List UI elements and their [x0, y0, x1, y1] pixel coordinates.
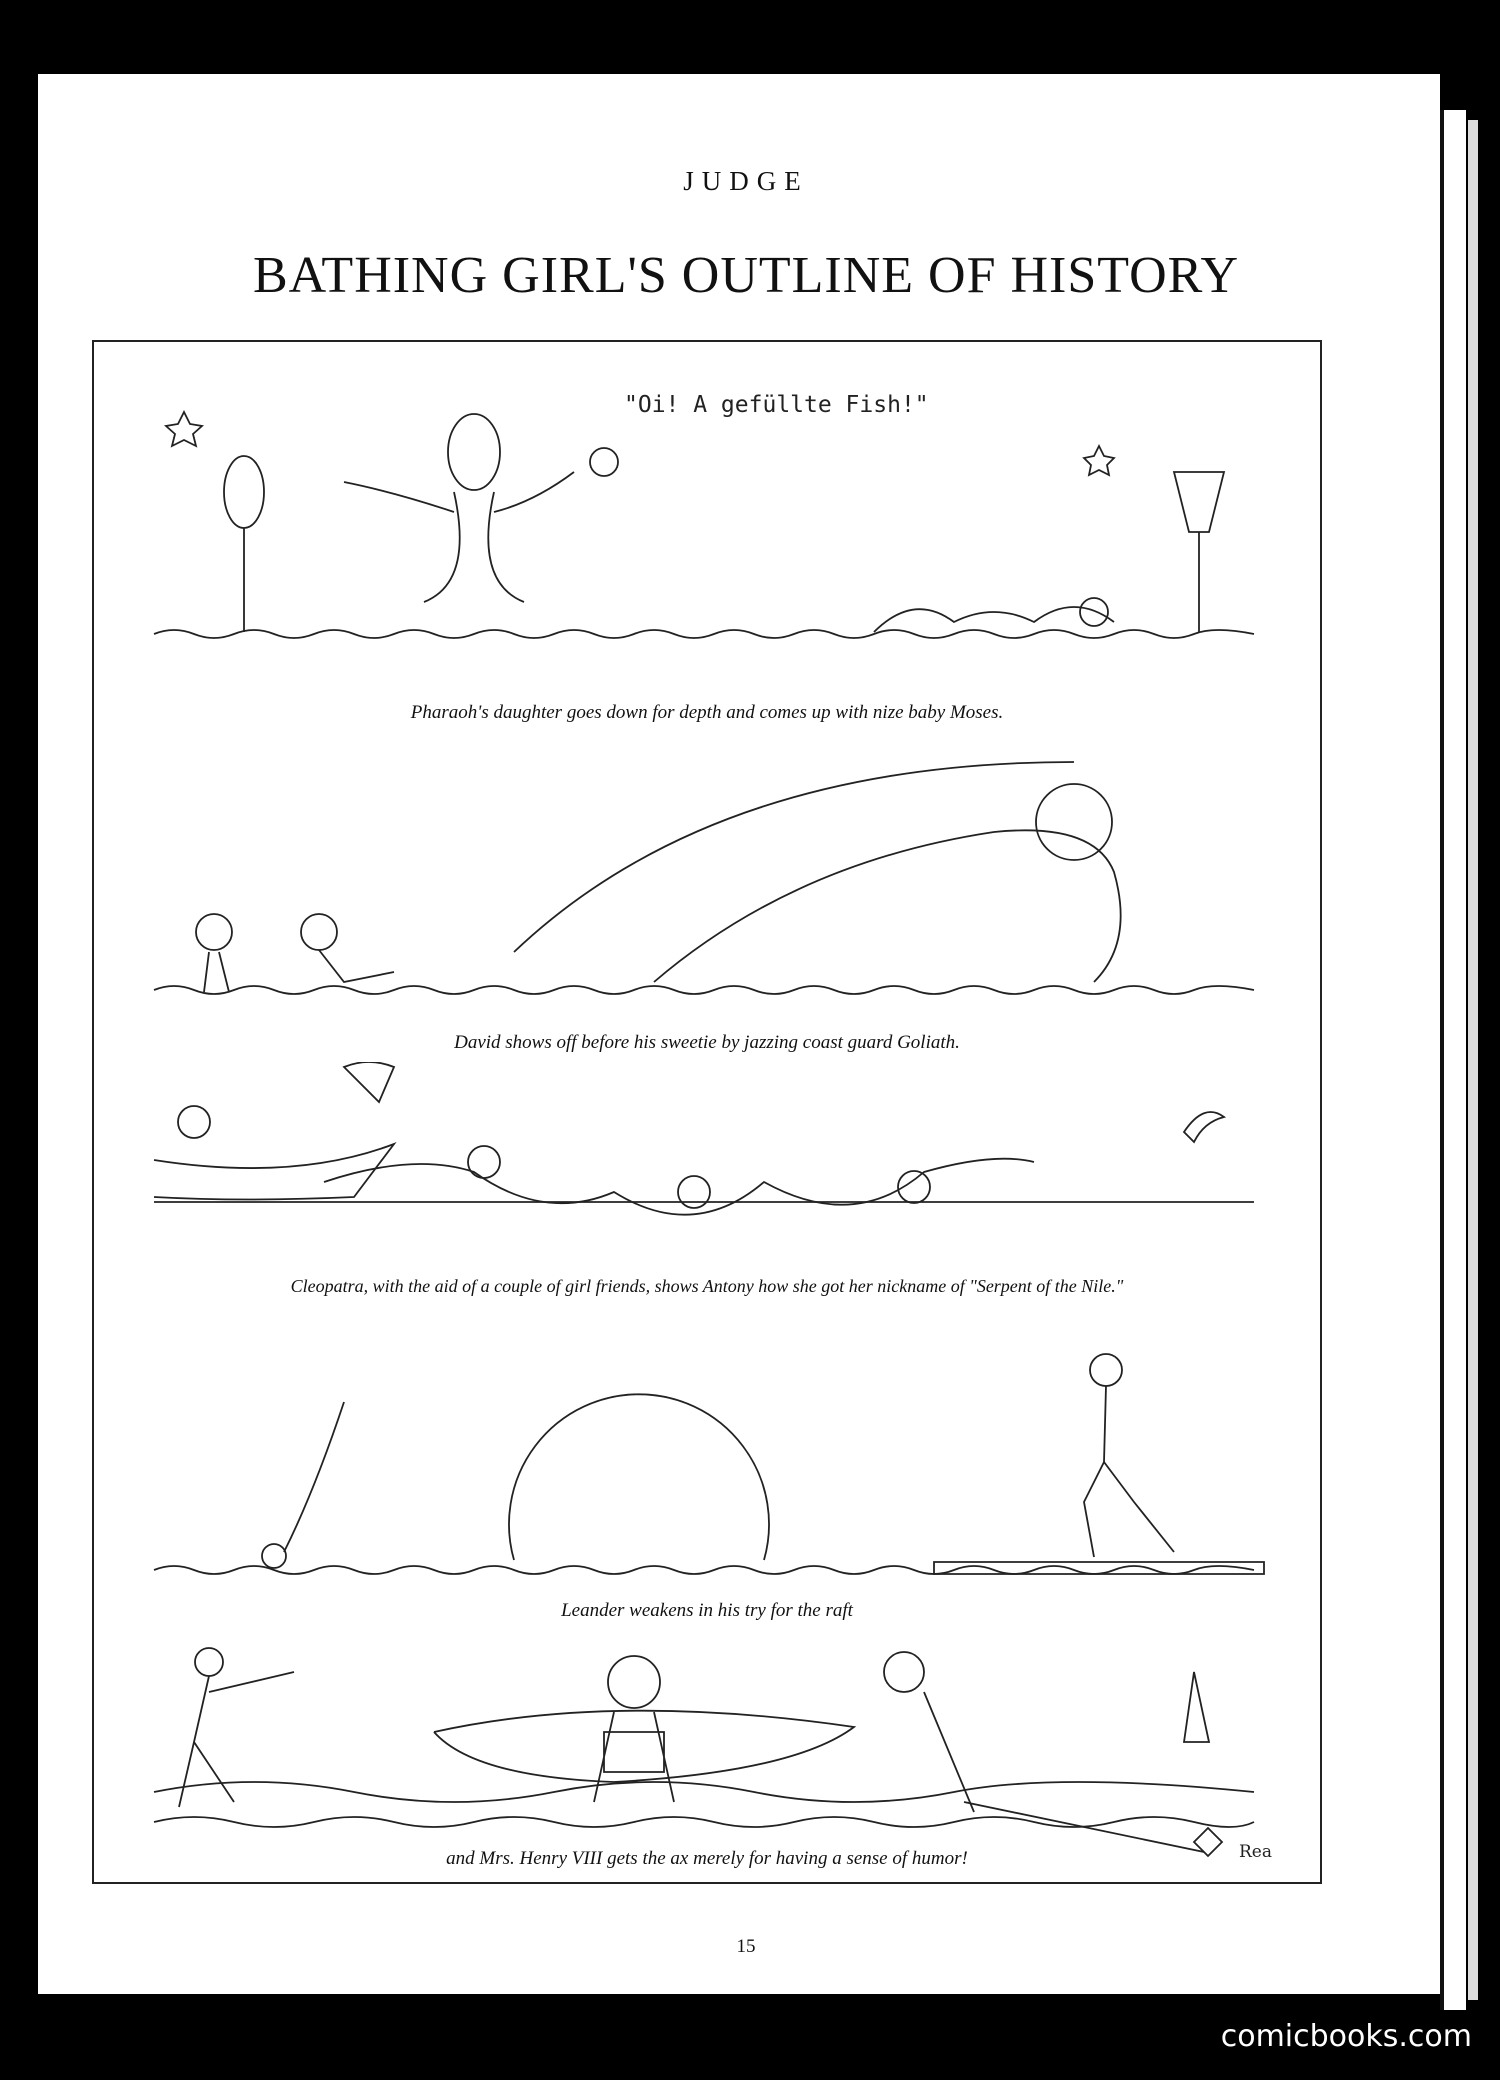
right-page-edge [1440, 110, 1466, 2010]
panel-cleopatra-drawing [94, 1062, 1320, 1342]
panel-leander-drawing [94, 1342, 1320, 1622]
caption-leander: Leander weakens in his try for the raft [561, 1600, 853, 1621]
panel-david-drawing [94, 742, 1320, 1072]
speech-balloon-text: "Oi! A gefüllte Fish!" [624, 392, 929, 418]
panel-henry [94, 1632, 1320, 1882]
panel-david [94, 742, 1320, 1072]
caption-henry: and Mrs. Henry VIII gets the ax merely for having a sense of humor! [446, 1848, 968, 1869]
panel-leander [94, 1342, 1320, 1622]
right-page-edge-shadow [1468, 120, 1478, 2000]
magazine-page [52, 74, 1440, 1994]
caption-cleopatra: Cleopatra, with the aid of a couple of girl friends, shows Antony how she got her nickname of "Serpent of the Nile." [290, 1276, 1124, 1296]
panel-pharaoh [94, 342, 1320, 723]
watermark: comicbooks.com [1220, 2019, 1472, 2054]
caption-david: David shows off before his sweetie by jazzing coast guard Goliath. [454, 1032, 960, 1053]
cartoon-frame [92, 340, 1322, 1884]
artist-signature: Rea [1239, 1842, 1272, 1862]
masthead: JUDGE [683, 166, 809, 196]
page-number: 15 [736, 1936, 756, 1957]
panel-henry-drawing [94, 1632, 1320, 1882]
article-title: BATHING GIRL'S OUTLINE OF HISTORY [252, 247, 1240, 304]
panel-cleopatra [94, 1062, 1320, 1342]
caption-pharaoh: Pharaoh's daughter goes down for depth and comes up with nize baby Moses. [410, 702, 1004, 723]
panel-pharaoh-drawing [94, 342, 1320, 642]
